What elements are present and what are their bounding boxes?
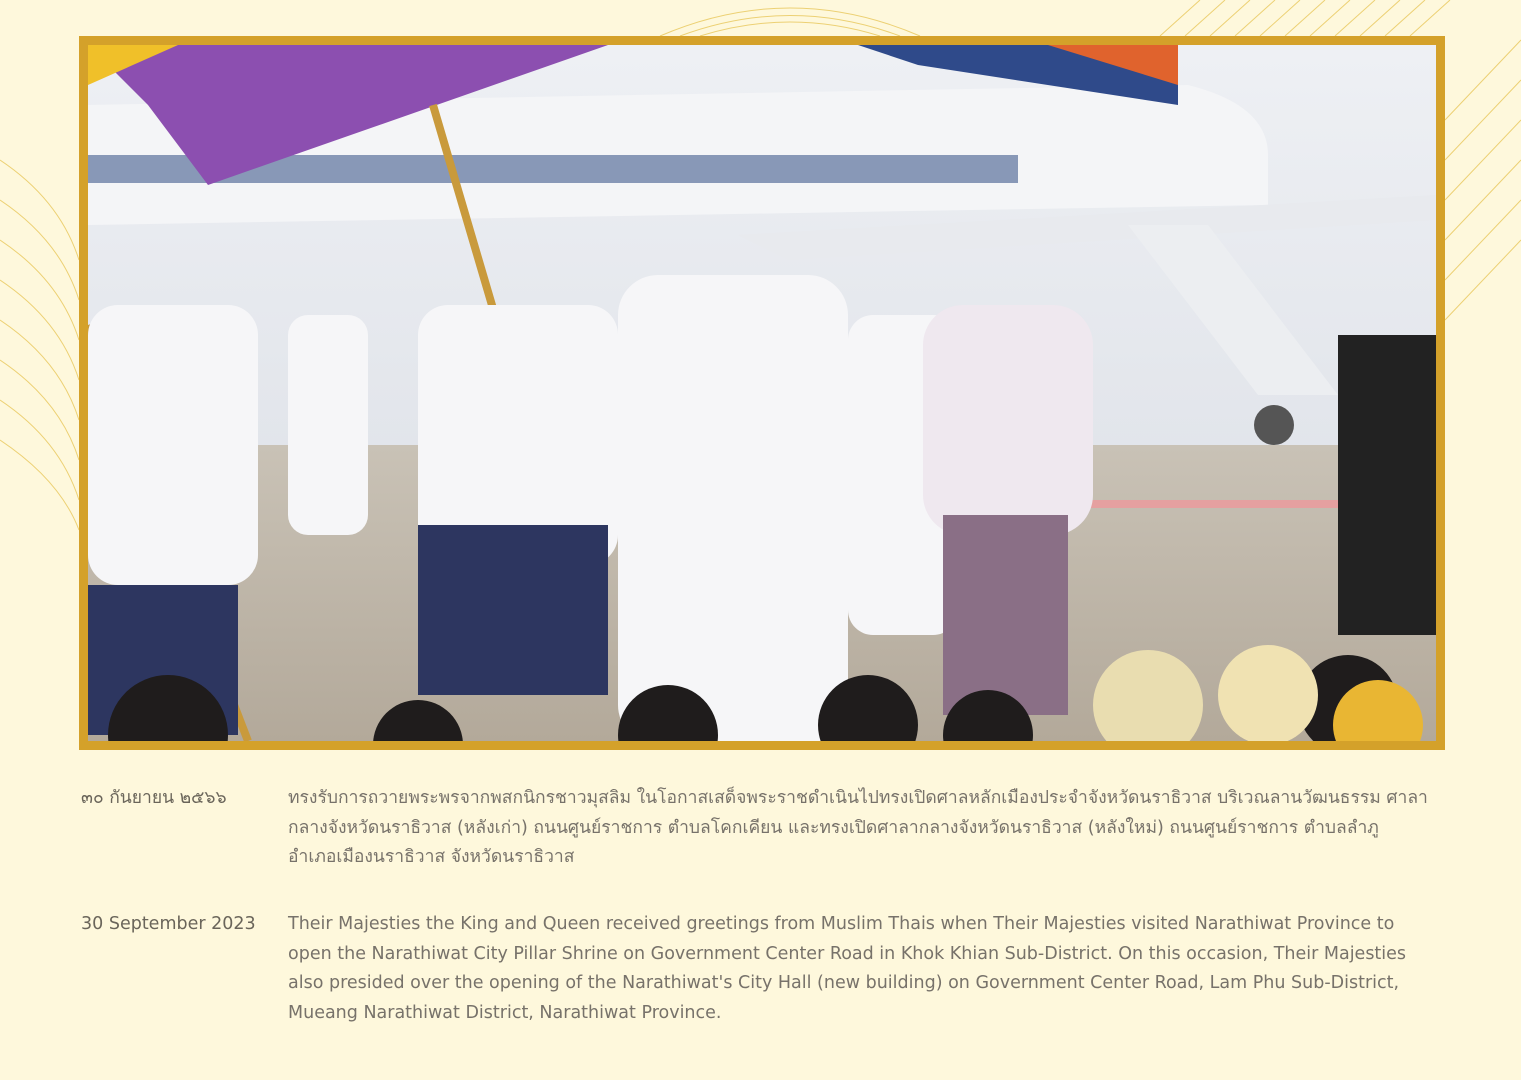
caption-date-english: 30 September 2023 xyxy=(81,914,256,934)
caption-text-thai: ทรงรับการถวายพระพรจากพสกนิกรชาวมุสลิม ในโอกาสเสด็จพระราชดำเนินไปทรงเปิดศาลหลักเมืองประจำจังหวัดนราธิวาส บริเวณลานวัฒนธรรม ศาลากลางจังหวัดนราธิวาส (หลังเก่า) ถนนศูนย์ราชการ ตำบลโคกเคียน และทรงเปิดศาลากลางจังหวัดนราธิวาส (หลังใหม่) ถนนศูนย์ราชการ ตำบลลำภู อำเภอเมืองนราธิวาส จังหวัดนราธิวาส xyxy=(288,788,1428,867)
event-photo xyxy=(88,45,1436,741)
photo-frame xyxy=(79,36,1445,750)
caption-thai xyxy=(81,784,1431,873)
caption-text-english: Their Majesties the King and Queen received greetings from Muslim Thais when Their Majesties visited Narathiwat Province to open the Narathiwat City Pillar Shrine on Government Center Road in Khok Khian Sub-District. On this occasion, Their Majesties also presided over the opening of the Narathiwat's City Hall (new building) on Government Center Road, Lam Phu Sub-District, Mueang Narathiwat District, Narathiwat Province. xyxy=(288,914,1407,1023)
caption-english xyxy=(81,910,1431,1028)
caption-date-thai: ๓๐ กันยายน ๒๕๖๖ xyxy=(81,788,227,808)
